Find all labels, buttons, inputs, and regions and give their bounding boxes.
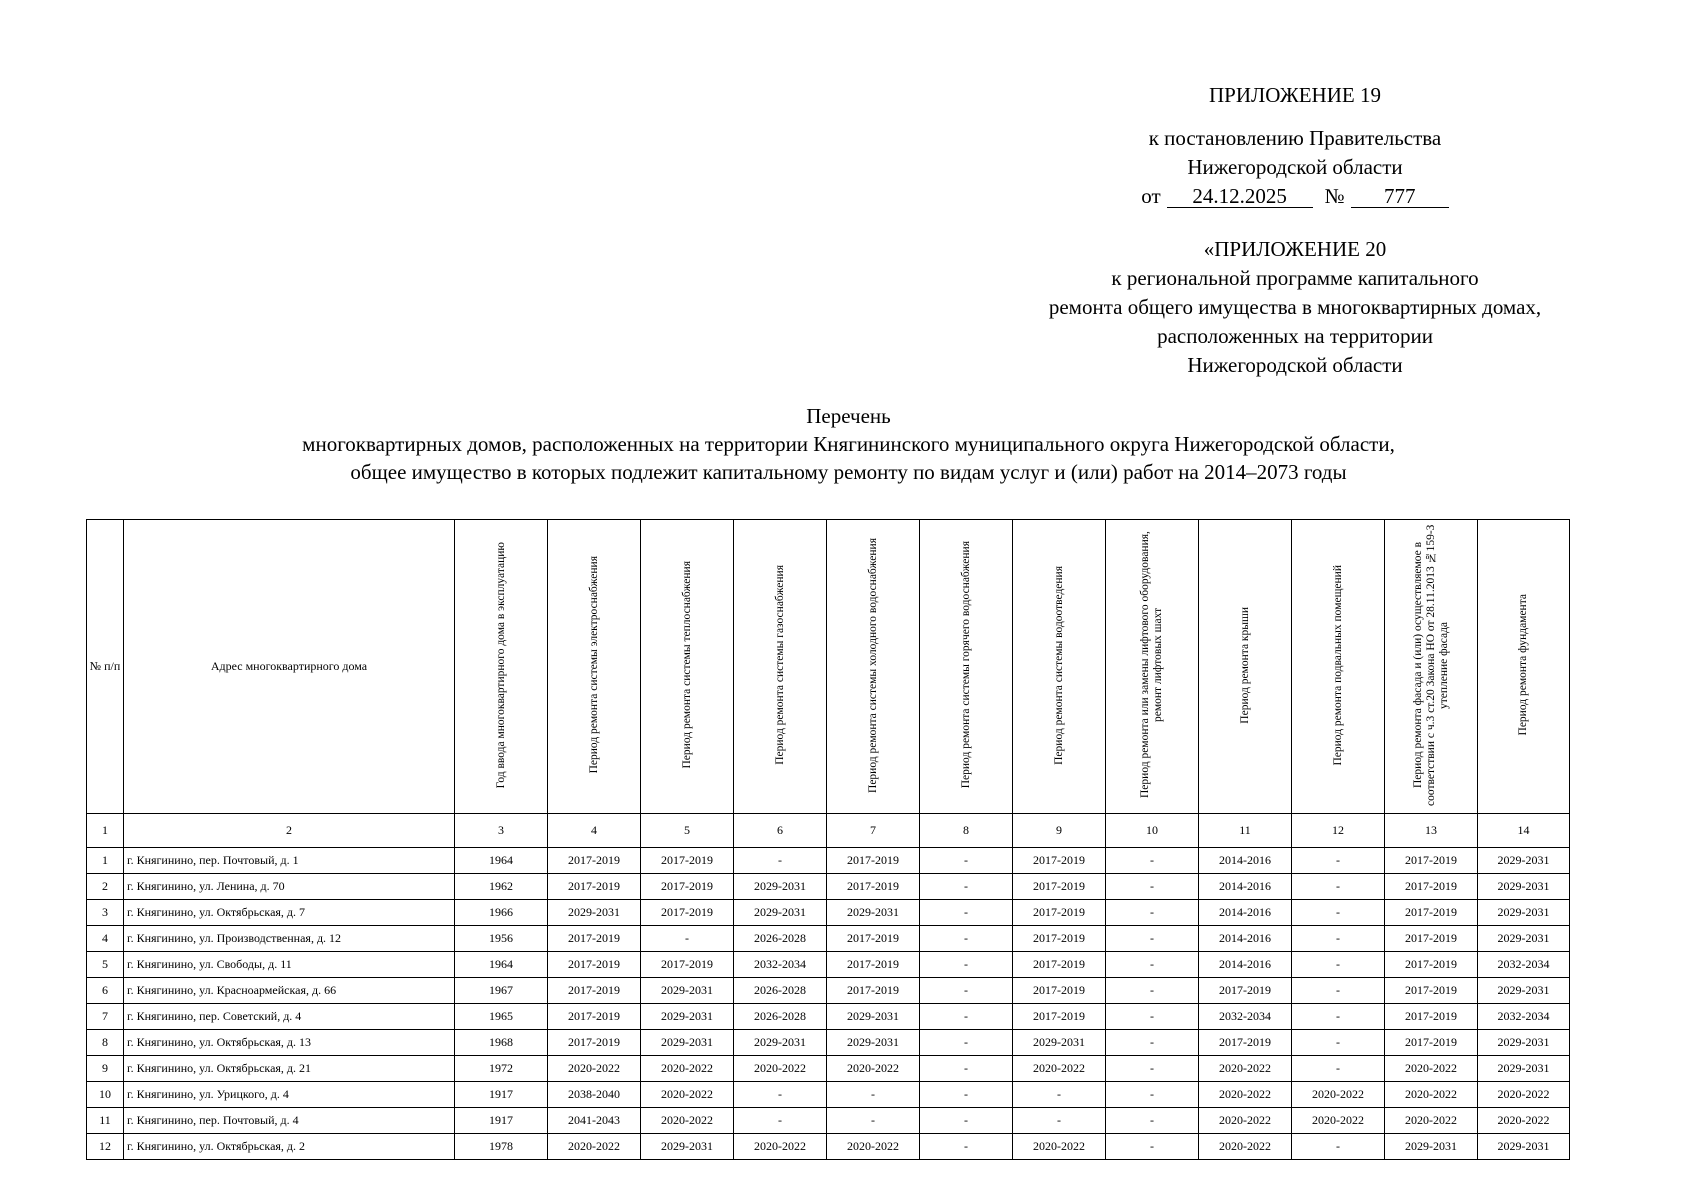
table-cell: 2020-2022 xyxy=(1385,1082,1478,1108)
column-header-label: Период ремонта системы горячего водоснабжения xyxy=(959,541,972,789)
title-line-1: Перечень xyxy=(806,404,891,428)
table-cell: 2017-2019 xyxy=(548,1030,641,1056)
table-row xyxy=(87,900,1570,926)
column-header xyxy=(1478,520,1570,814)
column-number: 10 xyxy=(1106,814,1199,848)
table-cell: 2017-2019 xyxy=(641,952,734,978)
column-header-label: Период ремонта системы теплоснабжения xyxy=(680,561,693,769)
program-line-5: Нижегородской области xyxy=(1187,353,1403,377)
column-number: 14 xyxy=(1478,814,1570,848)
table-cell: - xyxy=(1106,952,1199,978)
title-line-3: общее имущество в которых подлежит капитальному ремонту по видам услуг и (или) работ на 2014–2073 годы xyxy=(350,460,1347,484)
table-cell: 2029-2031 xyxy=(641,1004,734,1030)
table-cell: 2020-2022 xyxy=(1292,1082,1385,1108)
row-number-cell: 4 xyxy=(87,926,124,952)
decree-line-2: Нижегородской области xyxy=(1187,155,1403,179)
column-header-label: Год ввода многоквартирного дома в эксплуатацию xyxy=(494,541,507,789)
table-cell: - xyxy=(920,1056,1013,1082)
table-row xyxy=(87,1056,1570,1082)
table-cell: - xyxy=(1106,1082,1199,1108)
table-cell: - xyxy=(920,848,1013,874)
table-cell: - xyxy=(920,1134,1013,1160)
column-header xyxy=(1199,520,1292,814)
table-cell: - xyxy=(1292,1030,1385,1056)
table-cell: - xyxy=(1106,978,1199,1004)
table-cell: 2017-2019 xyxy=(1013,1004,1106,1030)
table-cell: 1964 xyxy=(455,848,548,874)
table-column-number-row xyxy=(87,814,1570,848)
table-cell: 2020-2022 xyxy=(1199,1134,1292,1160)
table-cell: - xyxy=(641,926,734,952)
table-cell: 2029-2031 xyxy=(734,874,827,900)
table-cell: 2026-2028 xyxy=(734,978,827,1004)
table-row xyxy=(87,848,1570,874)
column-header-label: № п/п xyxy=(89,659,121,673)
table-cell: 2029-2031 xyxy=(641,1134,734,1160)
table-cell: 2020-2022 xyxy=(641,1056,734,1082)
table-cell: 2017-2019 xyxy=(1385,1004,1478,1030)
row-number-cell: 1 xyxy=(87,848,124,874)
table-cell: - xyxy=(1106,1108,1199,1134)
table-cell: 2026-2028 xyxy=(734,1004,827,1030)
address-cell: г. Княгинино, пер. Почтовый, д. 1 xyxy=(124,848,455,874)
table-cell: - xyxy=(734,848,827,874)
table-cell: 2020-2022 xyxy=(1292,1108,1385,1134)
table-cell: - xyxy=(1292,874,1385,900)
table-cell: - xyxy=(1106,874,1199,900)
table-cell: - xyxy=(920,1082,1013,1108)
program-line-2: к региональной программе капитального xyxy=(1111,266,1479,290)
table-cell: 2017-2019 xyxy=(1385,848,1478,874)
program-reference xyxy=(1000,235,1590,380)
table-cell: 2029-2031 xyxy=(1385,1134,1478,1160)
column-number: 11 xyxy=(1199,814,1292,848)
column-number: 7 xyxy=(827,814,920,848)
column-number: 12 xyxy=(1292,814,1385,848)
table-cell: 2029-2031 xyxy=(1478,848,1570,874)
table-cell: 1967 xyxy=(455,978,548,1004)
table-cell: 2020-2022 xyxy=(548,1134,641,1160)
row-number-cell: 3 xyxy=(87,900,124,926)
table-cell: 2038-2040 xyxy=(548,1082,641,1108)
table-cell: 2017-2019 xyxy=(548,874,641,900)
table-cell: 2029-2031 xyxy=(641,978,734,1004)
row-number-cell: 7 xyxy=(87,1004,124,1030)
table-cell: 2029-2031 xyxy=(641,1030,734,1056)
table-cell: 2020-2022 xyxy=(827,1056,920,1082)
houses-table xyxy=(86,519,1570,1160)
column-header xyxy=(87,520,124,814)
table-row xyxy=(87,1082,1570,1108)
table-cell: 2017-2019 xyxy=(1013,848,1106,874)
row-number-cell: 5 xyxy=(87,952,124,978)
column-header xyxy=(827,520,920,814)
table-row xyxy=(87,1030,1570,1056)
houses-table-container xyxy=(86,519,1569,1160)
table-row xyxy=(87,874,1570,900)
address-cell: г. Княгинино, ул. Октябрьская, д. 2 xyxy=(124,1134,455,1160)
table-cell: 2017-2019 xyxy=(548,1004,641,1030)
table-cell: 2017-2019 xyxy=(1013,978,1106,1004)
table-cell: - xyxy=(920,1030,1013,1056)
column-header-label: Период ремонта системы водоотведения xyxy=(1052,565,1065,765)
column-number: 5 xyxy=(641,814,734,848)
table-cell: 2020-2022 xyxy=(641,1108,734,1134)
table-cell: - xyxy=(920,874,1013,900)
address-cell: г. Княгинино, ул. Октябрьская, д. 21 xyxy=(124,1056,455,1082)
table-cell: 1956 xyxy=(455,926,548,952)
table-cell: - xyxy=(1292,978,1385,1004)
table-cell: 2014-2016 xyxy=(1199,848,1292,874)
column-header xyxy=(641,520,734,814)
table-cell: 1968 xyxy=(455,1030,548,1056)
table-cell: 2029-2031 xyxy=(1478,1030,1570,1056)
table-cell: 2029-2031 xyxy=(734,900,827,926)
program-line-3: ремонта общего имущества в многоквартирных домах, xyxy=(1048,295,1542,319)
table-header-row xyxy=(87,520,1570,814)
table-cell: - xyxy=(920,1108,1013,1134)
table-row xyxy=(87,952,1570,978)
table-cell: 2020-2022 xyxy=(1478,1108,1570,1134)
table-cell: 2032-2034 xyxy=(1478,952,1570,978)
table-cell: - xyxy=(920,952,1013,978)
column-header xyxy=(1013,520,1106,814)
appendix-label: ПРИЛОЖЕНИЕ 19 xyxy=(1209,83,1381,107)
table-cell: 2017-2019 xyxy=(827,848,920,874)
decree-number: 777 xyxy=(1351,185,1449,208)
table-cell: 2017-2019 xyxy=(548,978,641,1004)
column-header-label: Период ремонта системы газоснабжения xyxy=(773,565,786,765)
table-cell: - xyxy=(1292,926,1385,952)
table-cell: 2017-2019 xyxy=(1199,978,1292,1004)
table-cell: 2029-2031 xyxy=(827,900,920,926)
program-line-1: «ПРИЛОЖЕНИЕ 20 xyxy=(1203,237,1387,261)
table-cell: 2029-2031 xyxy=(1478,874,1570,900)
table-cell: - xyxy=(734,1082,827,1108)
column-header-label: Период ремонта фасада и (или) осуществляемое в соответствии с ч.3 ст.20 Закона НО от 28.11.2013 №159-З утепление фасада xyxy=(1411,524,1450,806)
table-cell: 2041-2043 xyxy=(548,1108,641,1134)
table-cell: 2029-2031 xyxy=(1478,1056,1570,1082)
column-number: 2 xyxy=(124,814,455,848)
table-cell: 2020-2022 xyxy=(1013,1134,1106,1160)
table-cell: - xyxy=(827,1108,920,1134)
table-cell: 2029-2031 xyxy=(1478,978,1570,1004)
from-label: от xyxy=(1141,184,1161,208)
table-cell: 2014-2016 xyxy=(1199,926,1292,952)
table-row xyxy=(87,1134,1570,1160)
row-number-cell: 2 xyxy=(87,874,124,900)
column-header-label: Период ремонта системы электроснабжения xyxy=(587,556,600,774)
table-cell: 1917 xyxy=(455,1108,548,1134)
column-header-label: Период ремонта или замены лифтового оборудования, ремонт лифтовых шахт xyxy=(1139,531,1164,799)
address-cell: г. Княгинино, ул. Октябрьская, д. 13 xyxy=(124,1030,455,1056)
table-cell: 1965 xyxy=(455,1004,548,1030)
table-cell: 1964 xyxy=(455,952,548,978)
table-cell: - xyxy=(734,1108,827,1134)
table-cell: - xyxy=(1292,848,1385,874)
decree-line-1: к постановлению Правительства xyxy=(1148,126,1442,150)
column-header xyxy=(920,520,1013,814)
table-cell: 2020-2022 xyxy=(734,1134,827,1160)
table-cell: 2020-2022 xyxy=(1199,1108,1292,1134)
column-header xyxy=(734,520,827,814)
column-header xyxy=(124,520,455,814)
table-cell: - xyxy=(1106,1030,1199,1056)
row-number-cell: 10 xyxy=(87,1082,124,1108)
address-cell: г. Княгинино, ул. Ленина, д. 70 xyxy=(124,874,455,900)
table-cell: - xyxy=(1013,1108,1106,1134)
table-cell: - xyxy=(1292,952,1385,978)
table-cell: - xyxy=(1106,926,1199,952)
column-header-label: Период ремонта подвальных помещений xyxy=(1331,564,1344,766)
table-cell: 2014-2016 xyxy=(1199,952,1292,978)
table-cell: 2017-2019 xyxy=(641,848,734,874)
address-cell: г. Княгинино, ул. Производственная, д. 12 xyxy=(124,926,455,952)
address-cell: г. Княгинино, ул. Урицкого, д. 4 xyxy=(124,1082,455,1108)
table-cell: - xyxy=(1106,1134,1199,1160)
table-cell: 2017-2019 xyxy=(548,926,641,952)
table-row xyxy=(87,926,1570,952)
column-header-label: Адрес многоквартирного дома xyxy=(210,659,368,673)
table-cell: 2029-2031 xyxy=(548,900,641,926)
table-cell: 2017-2019 xyxy=(1013,874,1106,900)
table-cell: - xyxy=(920,1004,1013,1030)
table-cell: - xyxy=(1292,1004,1385,1030)
row-number-cell: 9 xyxy=(87,1056,124,1082)
table-cell: 1962 xyxy=(455,874,548,900)
row-number-cell: 6 xyxy=(87,978,124,1004)
table-cell: 2029-2031 xyxy=(827,1004,920,1030)
table-cell: 2017-2019 xyxy=(827,952,920,978)
table-cell: 2017-2019 xyxy=(1199,1030,1292,1056)
table-cell: - xyxy=(920,900,1013,926)
table-cell: 1978 xyxy=(455,1134,548,1160)
table-cell: 2020-2022 xyxy=(827,1134,920,1160)
table-cell: 2017-2019 xyxy=(548,848,641,874)
table-cell: 2017-2019 xyxy=(1385,978,1478,1004)
table-cell: 2020-2022 xyxy=(1385,1056,1478,1082)
table-cell: 2017-2019 xyxy=(548,952,641,978)
title-line-2: многоквартирных домов, расположенных на территории Княгининского муниципального округа Нижегородской области, xyxy=(302,432,1395,456)
table-cell: - xyxy=(827,1082,920,1108)
table-cell: 2017-2019 xyxy=(1013,926,1106,952)
table-cell: 2017-2019 xyxy=(641,900,734,926)
table-cell: 2014-2016 xyxy=(1199,900,1292,926)
column-header xyxy=(1385,520,1478,814)
table-cell: 2017-2019 xyxy=(827,926,920,952)
address-cell: г. Княгинино, ул. Свободы, д. 11 xyxy=(124,952,455,978)
column-number: 13 xyxy=(1385,814,1478,848)
table-cell: - xyxy=(1292,1056,1385,1082)
address-cell: г. Княгинино, ул. Красноармейская, д. 66 xyxy=(124,978,455,1004)
table-cell: 2032-2034 xyxy=(1478,1004,1570,1030)
row-number-cell: 11 xyxy=(87,1108,124,1134)
table-cell: 2026-2028 xyxy=(734,926,827,952)
table-cell: 2029-2031 xyxy=(734,1030,827,1056)
table-cell: 1966 xyxy=(455,900,548,926)
table-cell: 1917 xyxy=(455,1082,548,1108)
column-number: 8 xyxy=(920,814,1013,848)
table-cell: - xyxy=(1106,1056,1199,1082)
table-cell: - xyxy=(1292,900,1385,926)
table-cell: 2032-2034 xyxy=(734,952,827,978)
table-cell: 2020-2022 xyxy=(1385,1108,1478,1134)
table-cell: - xyxy=(1292,1134,1385,1160)
table-row xyxy=(87,1108,1570,1134)
column-number: 1 xyxy=(87,814,124,848)
column-number: 3 xyxy=(455,814,548,848)
table-cell: 2014-2016 xyxy=(1199,874,1292,900)
decree-block xyxy=(1000,124,1590,211)
column-header xyxy=(455,520,548,814)
table-cell: 2029-2031 xyxy=(1478,1134,1570,1160)
row-number-cell: 12 xyxy=(87,1134,124,1160)
decree-date: 24.12.2025 xyxy=(1167,185,1313,208)
column-header-label: Период ремонта фундамента xyxy=(1517,594,1529,736)
table-cell: - xyxy=(920,978,1013,1004)
column-header xyxy=(548,520,641,814)
table-cell: - xyxy=(1013,1082,1106,1108)
table-body xyxy=(87,848,1570,1160)
table-cell: 2017-2019 xyxy=(827,874,920,900)
column-header-label: Период ремонта крыши xyxy=(1238,606,1251,724)
table-cell: 2020-2022 xyxy=(641,1082,734,1108)
column-header-label: Период ремонта системы холодного водоснабжения xyxy=(866,537,879,793)
table-cell: 2017-2019 xyxy=(641,874,734,900)
column-number: 6 xyxy=(734,814,827,848)
table-cell: 2017-2019 xyxy=(1385,926,1478,952)
table-cell: 2020-2022 xyxy=(548,1056,641,1082)
table-cell: 2020-2022 xyxy=(1478,1082,1570,1108)
table-cell: 2020-2022 xyxy=(734,1056,827,1082)
table-cell: 2017-2019 xyxy=(1013,900,1106,926)
table-cell: 2020-2022 xyxy=(1199,1056,1292,1082)
decree-date-number-line xyxy=(1000,182,1590,211)
table-cell: 2020-2022 xyxy=(1013,1056,1106,1082)
document-title xyxy=(0,402,1697,486)
table-cell: 1972 xyxy=(455,1056,548,1082)
column-number: 4 xyxy=(548,814,641,848)
table-cell: 2029-2031 xyxy=(1478,926,1570,952)
column-number: 9 xyxy=(1013,814,1106,848)
table-cell: 2020-2022 xyxy=(1199,1082,1292,1108)
number-label: № xyxy=(1324,184,1345,208)
address-cell: г. Княгинино, пер. Почтовый, д. 4 xyxy=(124,1108,455,1134)
table-cell: 2029-2031 xyxy=(1478,900,1570,926)
table-row xyxy=(87,1004,1570,1030)
column-header xyxy=(1106,520,1199,814)
table-cell: 2032-2034 xyxy=(1199,1004,1292,1030)
table-row xyxy=(87,978,1570,1004)
table-cell: 2017-2019 xyxy=(1385,900,1478,926)
table-cell: 2017-2019 xyxy=(1385,1030,1478,1056)
program-line-4: расположенных на территории xyxy=(1157,324,1433,348)
column-header xyxy=(1292,520,1385,814)
table-cell: 2029-2031 xyxy=(827,1030,920,1056)
appendix-title xyxy=(1000,81,1590,110)
row-number-cell: 8 xyxy=(87,1030,124,1056)
table-cell: 2017-2019 xyxy=(1013,952,1106,978)
table-cell: 2017-2019 xyxy=(1385,952,1478,978)
table-cell: - xyxy=(1106,900,1199,926)
address-cell: г. Княгинино, ул. Октябрьская, д. 7 xyxy=(124,900,455,926)
table-cell: 2029-2031 xyxy=(1013,1030,1106,1056)
table-cell: - xyxy=(920,926,1013,952)
table-cell: 2017-2019 xyxy=(827,978,920,1004)
table-cell: - xyxy=(1106,848,1199,874)
table-cell: 2017-2019 xyxy=(1385,874,1478,900)
address-cell: г. Княгинино, пер. Советский, д. 4 xyxy=(124,1004,455,1030)
table-cell: - xyxy=(1106,1004,1199,1030)
